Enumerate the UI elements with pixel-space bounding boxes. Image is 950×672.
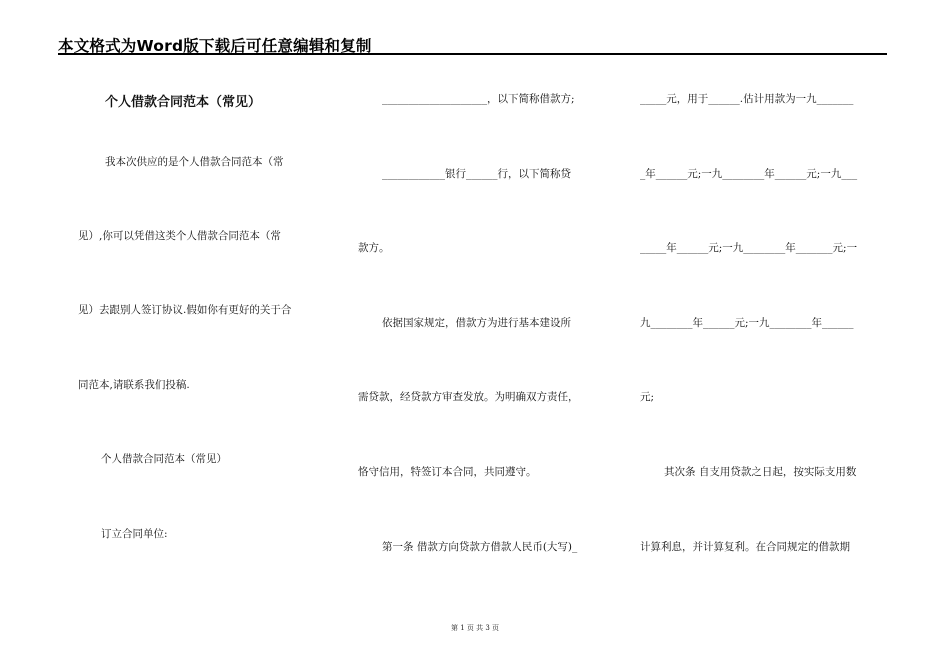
contract-title: 个人借款合同范本（常见） (105, 95, 262, 110)
header-divider (58, 53, 887, 55)
middle-line-4: 需贷款，经贷款方审查发放。为明确双方责任， (358, 391, 579, 403)
middle-line-0: ____________________，以下简称借款方; (382, 93, 575, 105)
left-line-6: 订立合同单位: (101, 528, 168, 540)
left-line-3: 见）去跟别人签订协议.假如你有更好的关于合 (78, 304, 292, 316)
middle-line-2: 款方。 (358, 242, 390, 254)
left-line-1: 我本次供应的是个人借款合同范本（常 (105, 156, 284, 168)
page-number: 第 1 页 共 3 页 (450, 624, 500, 632)
middle-line-1: ____________银行______行，以下简称贷 (382, 168, 571, 180)
right-line-6: 计算利息，并计算复利。在合同规定的借款期 (640, 541, 850, 553)
left-line-4: 同范本,请联系我们投稿. (78, 379, 190, 391)
right-line-3: 九________年______元;一九________年______ (640, 317, 854, 329)
left-line-5: 个人借款合同范本（常见） (101, 453, 227, 465)
middle-line-5: 恪守信用，特签订本合同，共同遵守。 (358, 466, 537, 478)
right-line-1: _年______元;一九________年______元;一九___ (640, 168, 858, 180)
document-header-title: 本文格式为Word版下载后可任意编辑和复制 (58, 37, 372, 55)
left-line-2: 见）,你可以凭借这类个人借款合同范本（常 (78, 230, 281, 242)
right-line-0: _____元，用于______.估计用款为一九_______ (640, 93, 854, 105)
middle-line-3: 依据国家规定，借款方为进行基本建设所 (382, 317, 571, 329)
right-line-2: _____年______元;一九________年_______元;一 (640, 242, 858, 254)
right-line-5: 其次条 自支用贷款之日起，按实际支用数 (664, 466, 857, 478)
middle-line-6: 第一条 借款方向贷款方借款人民币(大写)_ (382, 541, 578, 553)
right-line-4: 元; (640, 391, 655, 403)
